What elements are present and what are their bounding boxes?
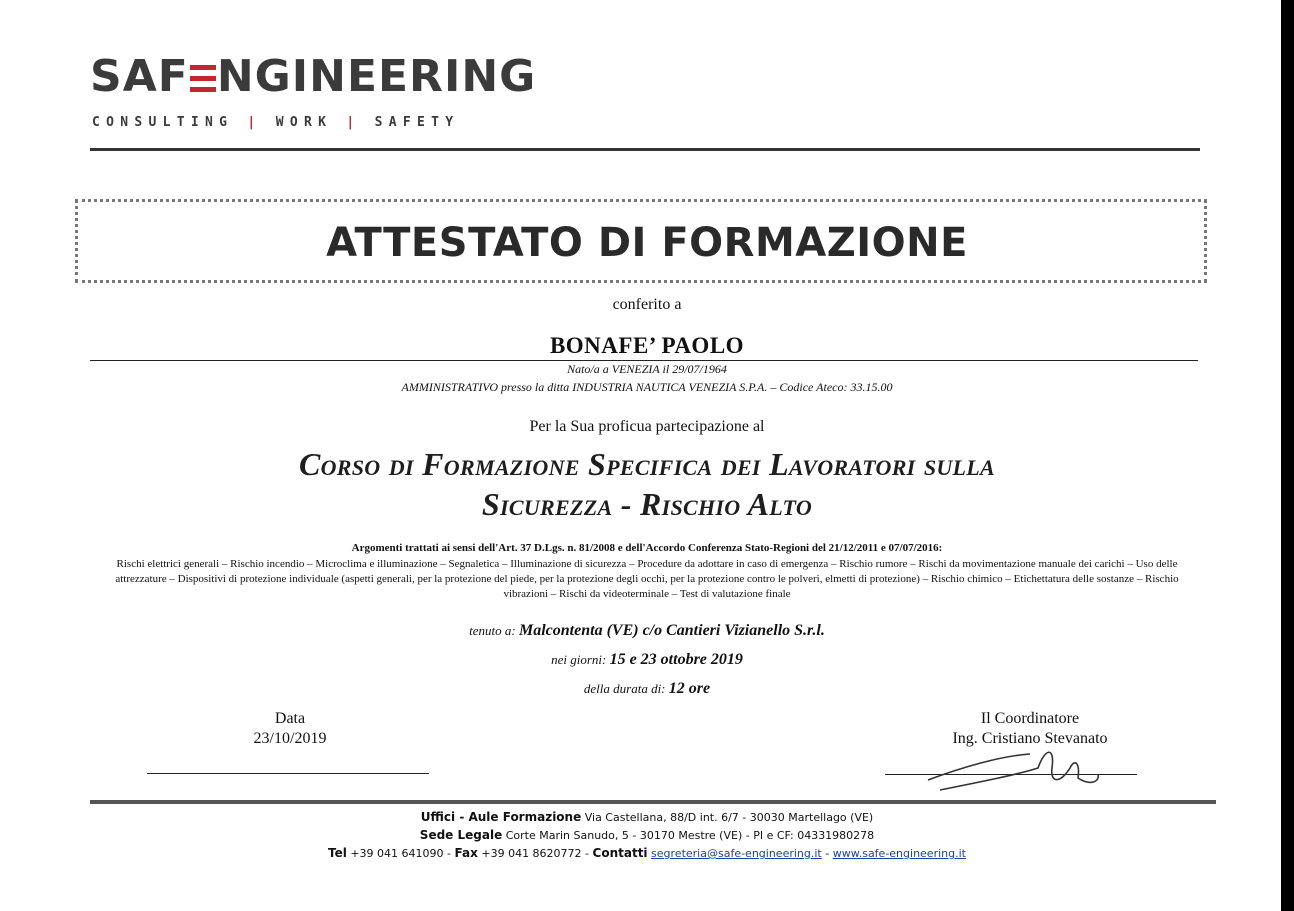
footer-contacts [0,846,1294,860]
course-duration [0,680,1294,698]
issue-date-label: Data [274,710,306,727]
logo-word-end: NGINEERING [216,51,537,102]
certificate-title: ATTESTATO DI FORMAZIONE [326,220,968,266]
legal-address: Corte Marin Sanudo, 5 - 30170 Mestre (VE) - PI e CF: 04331980278 [505,829,875,842]
date-signature-line [147,773,429,774]
issue-date-value: 23/10/2019 [253,730,327,747]
course-title [0,444,1294,524]
recipient-job: AMMINISTRATIVO presso la ditta INDUSTRIA NAUTICA VENEZIA S.P.A. – Codice Ateco: 33.15.00 [401,380,893,394]
logo-e-mark-icon [190,63,216,93]
tagline-safety: SAFETY [374,115,460,130]
legal-label: Sede Legale [419,828,503,842]
email-link[interactable]: segreteria@safe-engineering.it [651,847,822,860]
course-location [0,622,1294,640]
location-value: Malcontenta (VE) c/o Cantieri Vizianello S.r.l. [519,622,825,639]
footer-legal [0,828,1294,842]
location-label: tenuto a: [469,623,516,638]
offices-label: Uffici - Aule Formazione [420,810,582,824]
logo-word-start: SAF [90,51,189,102]
recipient-name: BONAFE’ PAOLO [549,333,745,358]
name-underline [90,360,1198,361]
topics-list: Rischi elettrici generali – Rischio incendio – Microclima e illuminazione – Segnaletica – Illuminazione di sicurezza – Procedure da adottare in caso di emergenza – Rischio rumore – Rischi da movimentazione manuale dei carichi – Uso delle attrezzature – Dispositivi di protezione individuale (aspetti generali, per la protezione del piede, per la protezione degli occhi, per la protezione contro le polveri, elmetti di protezione) – Rischio chimico – Etichettatura delle sostanze – Rischio vibrazioni – Rischi da videoterminale – Test di valutazione finale [115,558,1179,600]
conferito-label: conferito a [612,296,682,313]
tagline-separator: | [346,115,361,130]
logo-tagline [92,115,459,130]
recipient-birth: Nato/a a VENEZIA il 29/07/1964 [567,362,727,376]
logo-wordmark [90,51,537,102]
contacts-label: Contatti [592,846,648,860]
topics-heading: Argomenti trattati ai sensi dell'Art. 37 D.Lgs. n. 81/2008 e dell'Accordo Conferenza Stato-Regioni del 21/12/2011 e 07/07/2016: [351,542,943,554]
footer-offices [0,810,1294,824]
fax-value: +39 041 8620772 - [481,847,590,860]
coordinator-title: Il Coordinatore [980,710,1080,727]
fax-label: Fax [454,846,478,860]
tel-label: Tel [328,846,347,860]
course-dates [0,651,1294,669]
dates-label: nei giorni: [551,652,607,667]
duration-label: della durata di: [583,681,666,696]
tagline-consulting: CONSULTING [92,115,234,130]
offices-address: Via Castellana, 88/D int. 6/7 - 30030 Martellago (VE) [584,811,874,824]
company-logo [90,51,537,135]
header-divider [90,148,1200,151]
tagline-separator: | [247,115,262,130]
dates-value: 15 e 23 ottobre 2019 [609,651,743,668]
duration-value: 12 ore [668,680,711,697]
participation-text: Per la Sua proficua partecipazione al [529,418,765,435]
footer-divider [90,800,1216,804]
coordinator-name: Ing. Cristiano Stevanato [952,730,1108,747]
tel-value: +39 041 641090 - [350,847,452,860]
course-title-line-1: Corso di Formazione Specifica dei Lavoratori sulla [298,446,996,482]
handwritten-signature [920,738,1120,798]
issue-date-block [230,709,350,749]
course-title-line-2: Sicurezza - Rischio Alto [481,486,813,522]
website-link[interactable]: www.safe-engineering.it [832,847,966,860]
tagline-work: WORK [275,115,333,130]
contacts-separator: - [825,847,830,860]
